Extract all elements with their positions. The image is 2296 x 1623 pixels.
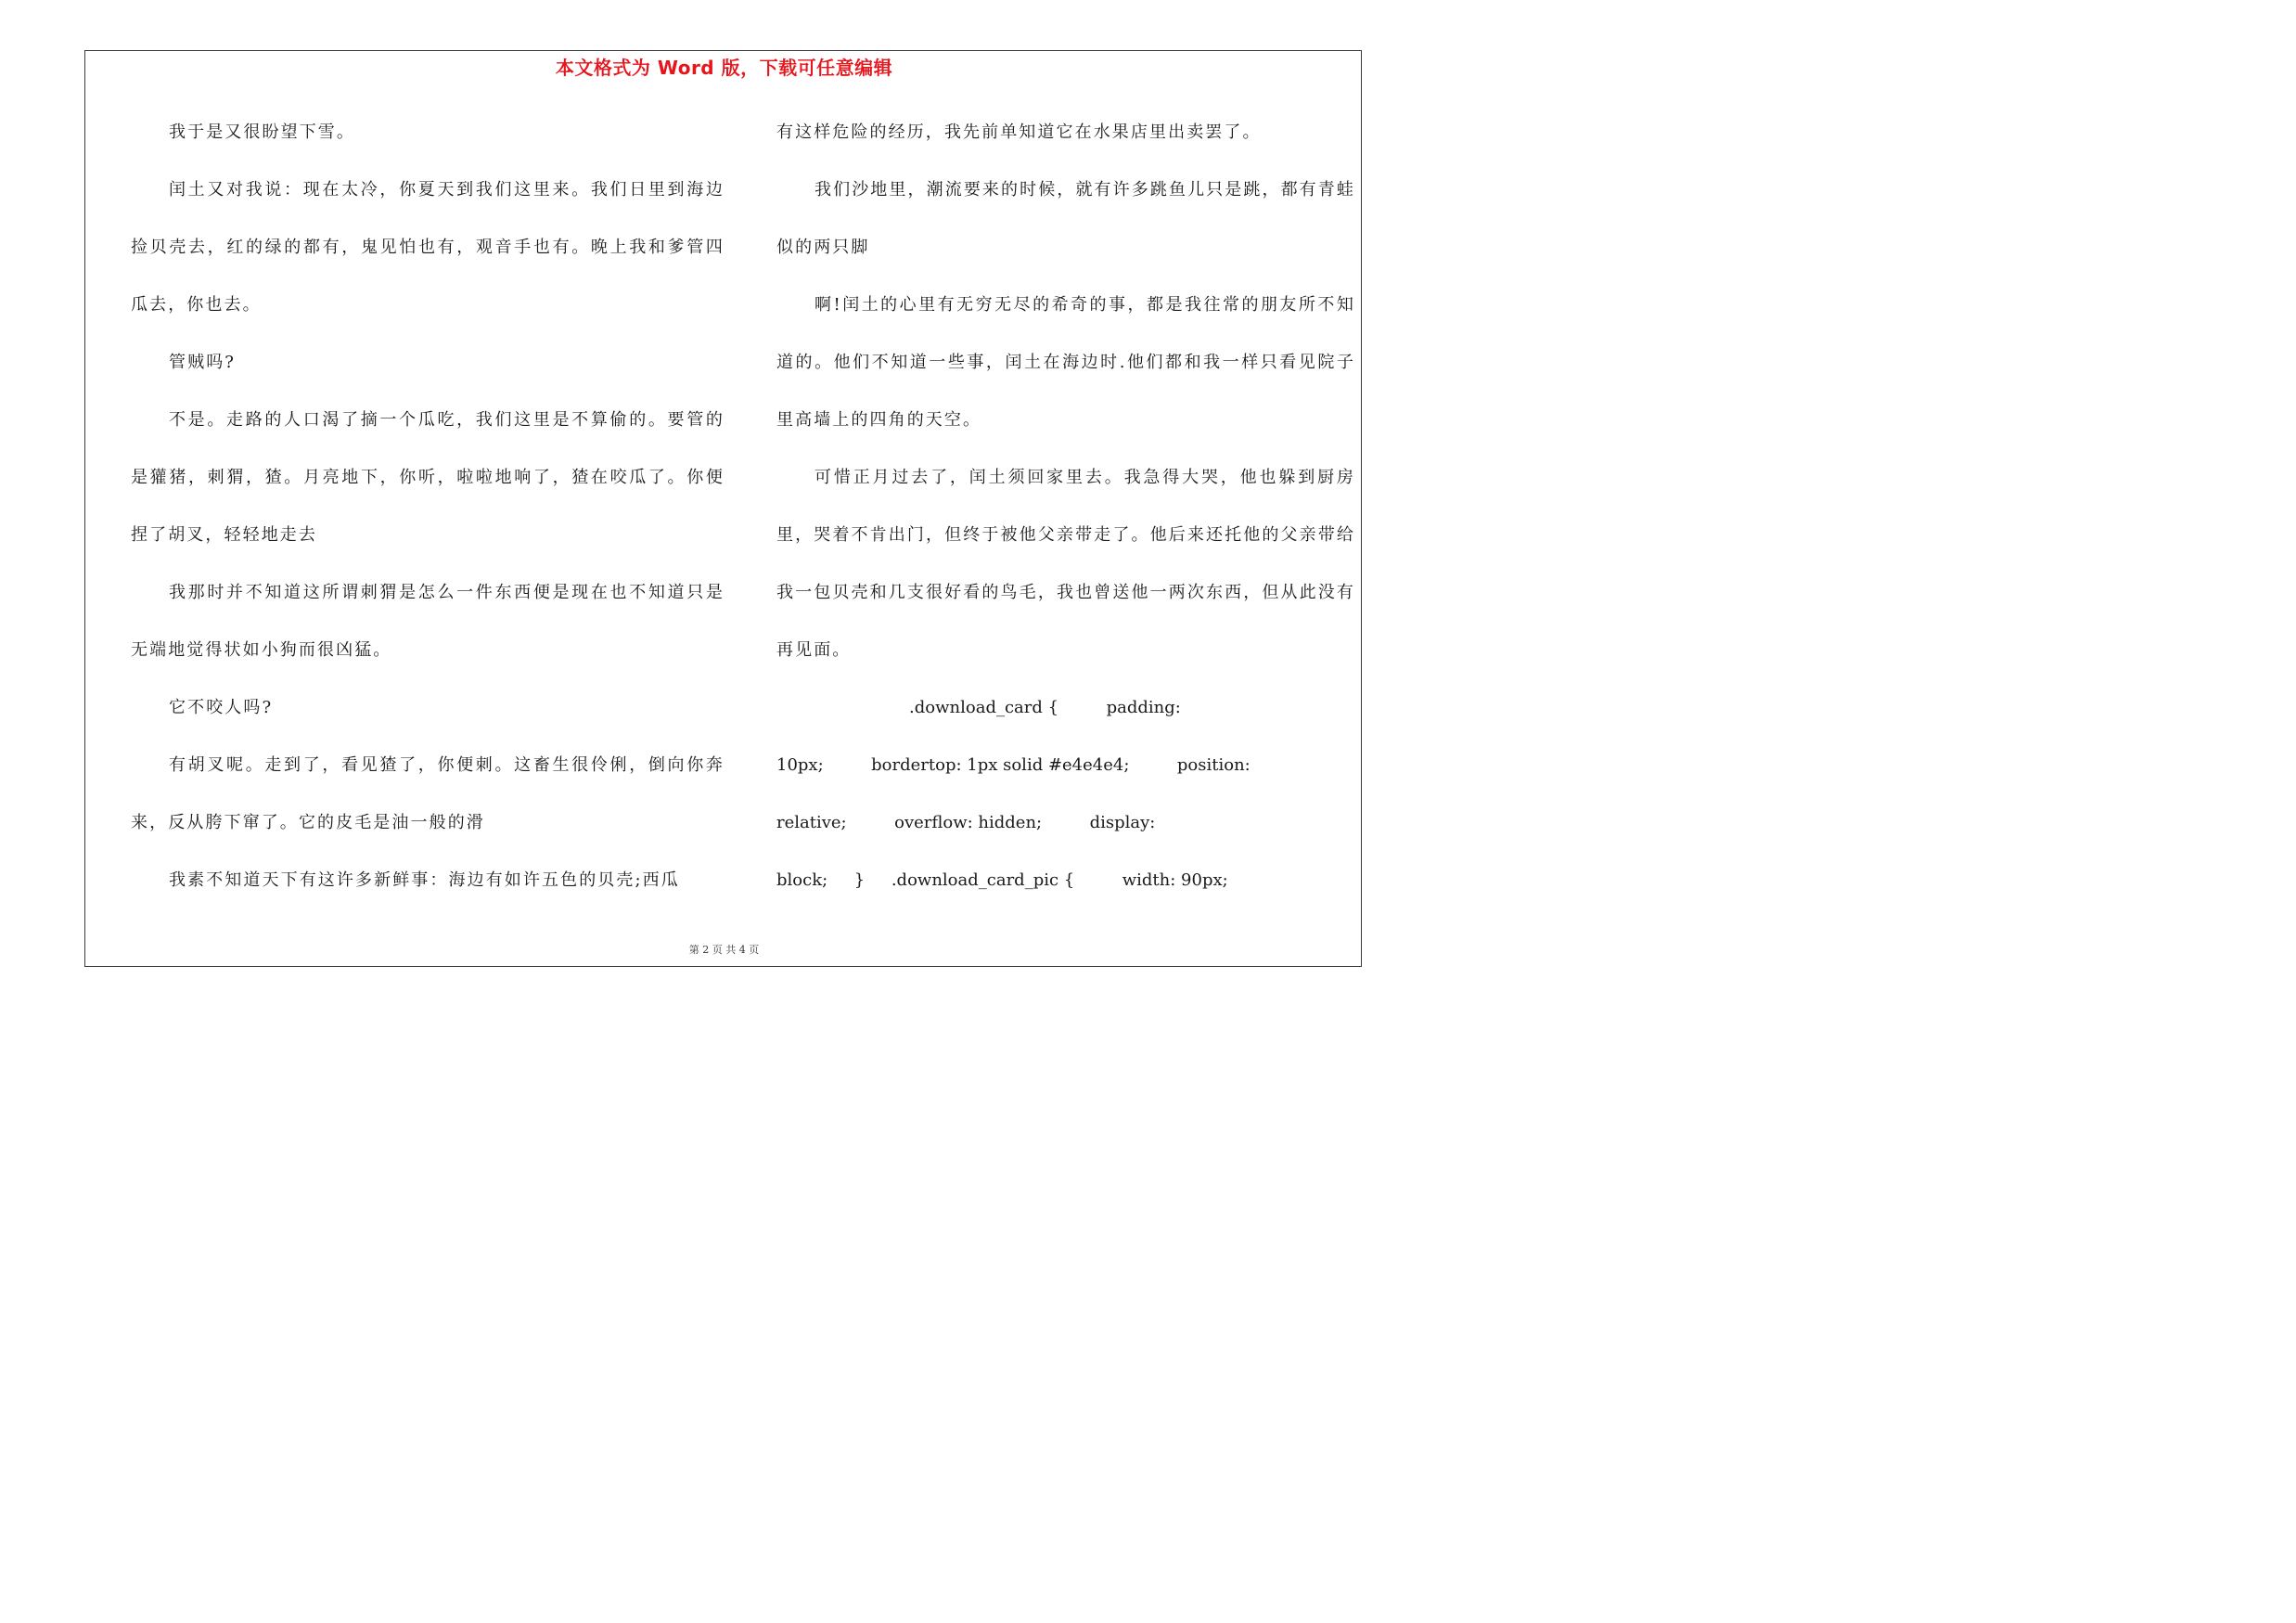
paragraph: 我那时并不知道这所谓刺猬是怎么一件东西便是现在也不知道只是无端地觉得状如小狗而很凶猛。	[131, 583, 725, 660]
paragraph: 啊!闰土的心里有无穷无尽的希奇的事，都是我往常的朋友所不知道的。他们不知道一些事，闰土在海边时.他们都和我一样只看见院子里高墙上的四角的天空。	[776, 295, 1355, 430]
paragraph-continuation: 有这样危险的经历，我先前单知道它在水果店里出卖罢了。	[776, 122, 1262, 142]
paragraph: 我素不知道天下有这许多新鲜事：海边有如许五色的贝壳;西瓜	[169, 870, 680, 890]
paragraph: 闰土又对我说：现在太冷，你夏天到我们这里来。我们日里到海边捡贝壳去，红的绿的都有，鬼见怕也有，观音手也有。晚上我和爹管四瓜去，你也去。	[131, 180, 725, 315]
stray-css-text: block; } .download_card_pic { width: 90px;	[776, 870, 1244, 890]
stray-css-text: relative; overflow: hidden; display:	[776, 813, 1209, 832]
paragraph: 管贼吗?	[169, 353, 237, 372]
paragraph: 可惜正月过去了，闰土须回家里去。我急得大哭，他也躲到厨房里，哭着不肯出门，但终于被他父亲带走了。他后来还托他的父亲带给我一包贝壳和几支很好看的鸟毛，我也曾送他一两次东西，但从此没有再见面。	[776, 468, 1355, 660]
paragraph: 不是。走路的人口渴了摘一个瓜吃，我们这里是不算偷的。要管的是獾猪，刺猬，猹。月亮地下，你听，啦啦地响了，猹在咬瓜了。你便捏了胡叉，轻轻地走去	[131, 410, 725, 545]
left-text-column	[131, 104, 725, 909]
paragraph: 我于是又很盼望下雪。	[169, 122, 355, 142]
stray-css-text: .download_card { padding:	[776, 698, 1197, 717]
page-number-footer: 第 2 页 共 4 页	[688, 944, 760, 956]
document-banner: 本文格式为 Word 版，下载可任意编辑	[555, 57, 893, 79]
stray-css-text: 10px; bordertop: 1px solid #e4e4e4; position:	[776, 755, 1251, 775]
right-text-column	[776, 104, 1355, 909]
paragraph: 它不咬人吗?	[169, 698, 274, 717]
paragraph: 有胡叉呢。走到了，看见猹了，你便刺。这畜生很伶俐，倒向你奔来，反从胯下窜了。它的皮毛是油一般的滑	[131, 755, 725, 832]
paragraph: 我们沙地里，潮流要来的时候，就有许多跳鱼儿只是跳，都有青蛙似的两只脚	[776, 180, 1355, 257]
